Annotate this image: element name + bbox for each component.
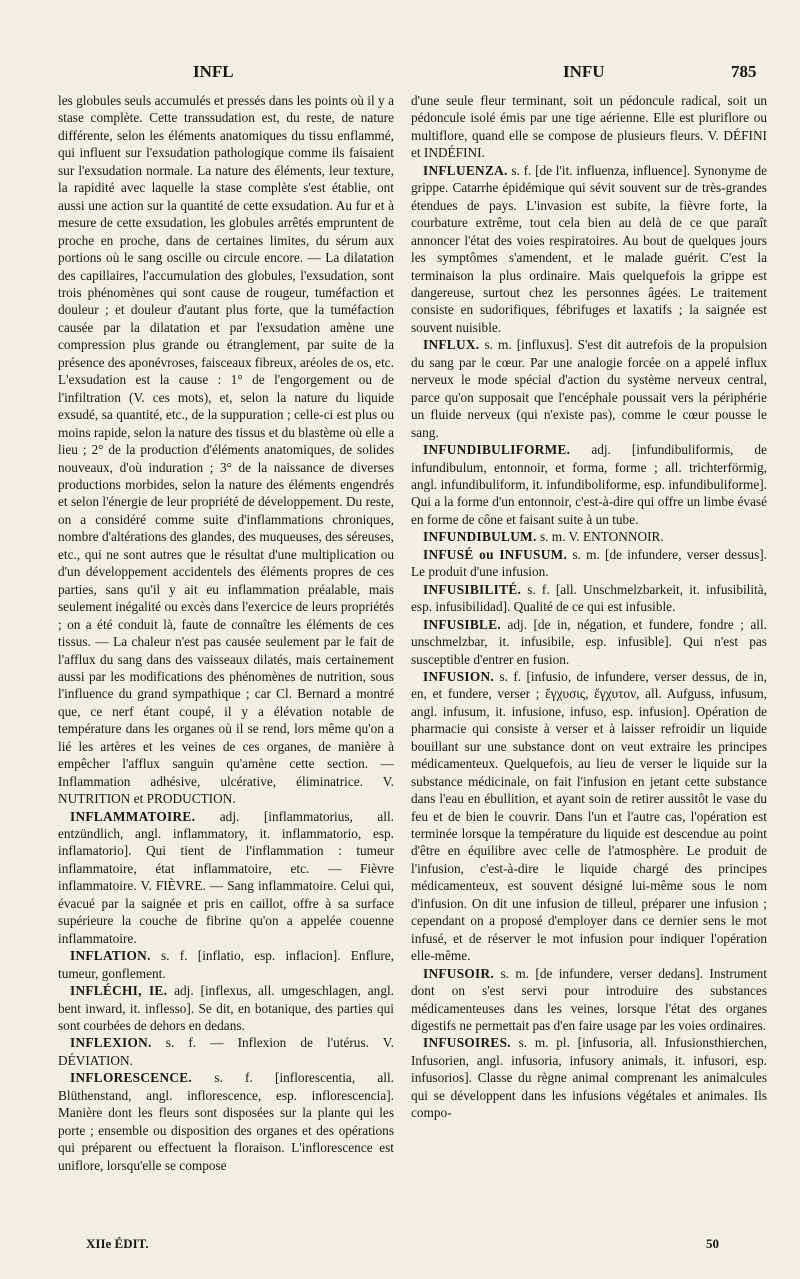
entry-headword: INFUSIBLE. [423, 616, 502, 632]
entry-headword: INFUSOIR. [423, 965, 495, 981]
dictionary-entry [58, 1034, 394, 1069]
dictionary-entry [411, 336, 767, 441]
dictionary-entry [411, 1034, 767, 1121]
dictionary-entry [58, 982, 394, 1034]
running-head [0, 62, 800, 88]
entry-text: d'une seule fleur terminant, soit un pédoncule radical, soit un pédoncule isolé émis par une tige aérienne. Elle est pluriflore ou multiflore, quand elle se compose de plusieurs fleurs. V. DÉFINI et INDÉFINI. [411, 93, 767, 161]
entry-text: s. m. pl. [infusoria, all. Infusionsthierchen, Infusorien, angl. infusoria, infusory animals, it. infusori, esp. infusorios]. Classe du règne animal comprenant les animalcules qui se développent dans les infusions végétales et animales. Ils compo- [411, 1035, 767, 1121]
entry-text: les globules seuls accumulés et pressés dans les points où il y a stase complète. Cette transsudation est, du reste, de nature différente, selon les éléments anatomiques du tissu enflammé, qui influent sur l'exsudation pathologique comme ils faisaient sur l'exsudation normale. La nature des éléments, leur texture, la rapidité avec laquelle la stase complète s'est établie, ont aussi une action sur la quantité de cette exsudation. Au fur et à mesure de cette exsudation, les globules arrêtés empruntent de proche en proche, dans de certaines limites, du sérum aux portions où le sang oscille ou circule encore. — La dilatation des capillaires, l'accumulation des globules, l'exsudation, sont trois phénomènes qui sont cause de rougeur, tuméfaction et douleur ; et douleur d'autant plus forte, que la tuméfaction causée par la dilatation et par l'exsudation amène une compression plus grande ou étranglement, par suite de la présence des aponévroses, faisceaux fibreux, aréoles de os, etc. L'exsudation est la cause : 1° de l'engorgement ou de l'infiltration (V. ces mots), et, selon la nature du liquide exsudé, sa quantité, etc., de la suppuration ; celle-ci est plus ou moins rapide, selon la nature des tissus et du blastème où elle a lieu ; 2° de la production d'éléments anatomiques, de solides nouveaux, d'où induration ; 3° de la naissance de diverses productions morbides, selon la nature des éléments engendrés et selon l'énergie de leur propriété de développement. Du reste, on a considéré comme suite d'inflammations chroniques, nombre d'altérations des glandes, des muqueuses, des séreuses, etc., qui ne sont autres que le résultat d'une multiplication ou d'un développement accidentels des éléments propres de ces parties, sans qu'il y ait eu inflammation préalable, mais seulement inégalité ou excès dans l'exercice de leurs propriétés ; on a été conduit là, faute de connaître les éléments de ces tissus. — La chaleur n'est pas causée seulement par le fait de l'afflux du sang dans des vaisseaux dilatés, mais certainement aussi par les modifications des phénomènes de nutrition, sous l'influence du grand sympathique ; car Cl. Bernard a montré que, ce nerf étant coupé, il y a élévation notable de température dans les organes où il se rend, lors même qu'on a lié les artères et les veines de ces organes, de manière à empêcher l'afflux sanguin qu'amène cette section. — Inflammation adhésive, ulcérative, éliminatrice. V. NUTRITION et PRODUCTION. [58, 93, 394, 807]
dictionary-entry [58, 808, 394, 948]
entry-text: s. m. [influxus]. S'est dit autrefois de la propulsion du sang par le cœur. Par une analogie forcée on a appelé influx nerveux le mode spécial d'action du système nerveux central, parce qu'on supposait que l'encéphale poussait vers la périphérie un fluide nerveux (qui n'existe pas), comme le cœur pousse le sang. [411, 337, 767, 440]
dictionary-entry [58, 1069, 394, 1174]
entry-headword: INFUNDIBULIFORME. [423, 442, 571, 458]
entry-text: adj. [inflexus, all. umgeschlagen, angl. bent inward, it. inflesso]. Se dit, en botanique, des parties qui sont courbées de dehors en dedans. [58, 983, 394, 1034]
edition-mark: XIIe ÉDIT. [86, 1236, 149, 1251]
dictionary-entry [411, 668, 767, 965]
page-number: 785 [731, 62, 757, 81]
entry-headword: INFUSIBILITÉ. [423, 581, 522, 597]
entry-text: s. m. [de infundere, verser dessus]. Le produit d'une infusion. [411, 546, 767, 580]
entry-text: adj. [infundibuliformis, de infundibulum, entonnoir, et forma, forme ; all. trichterförmig, angl. infundibuliform, it. infundiboliforme, esp. infundibuliforme]. Qui a la forme d'un entonnoir, c'est-à-dire qui offre un limbe évasé en forme de cône et faisant suite à un tube. [411, 442, 767, 527]
page-footer [0, 1236, 800, 1256]
entry-headword: INFUNDIBULUM. [423, 529, 537, 545]
dictionary-entry [58, 947, 394, 982]
entry-headword: INFLAMMATOIRE. [70, 808, 196, 824]
entry-headword: INFLORESCENCE. [70, 1070, 193, 1086]
entry-text: s. f. [all. Unschmelzbarkeit, it. infusibilità, esp. infusibilidad]. Qualité de ce qui est infusible. [411, 581, 767, 615]
entry-headword: INFLEXION. [70, 1035, 152, 1051]
right-guide-word: INFU [563, 62, 605, 81]
dictionary-entry [411, 581, 767, 616]
dictionary-entry [411, 965, 767, 1035]
entry-text: s. f. [inflorescentia, all. Blüthenstand, angl. inflorescence, esp. inflorescencia]. Manière dont les fleurs sont disposées sur la plante qui les porte ; ensemble ou disposition des organes et des opérations qui préparent ou effectuent la floraison. L'inflorescence est uniflore, lorsqu'elle se compose [58, 1070, 394, 1173]
entry-headword: INFUSÉ ou INFUSUM. [423, 546, 568, 562]
entry-headword: INFLUENZA. [423, 162, 508, 178]
left-guide-word: INFL [193, 62, 234, 81]
continued-text [58, 92, 394, 808]
dictionary-entry [411, 441, 767, 528]
dictionary-entry [411, 528, 767, 545]
entry-text: s. m. V. ENTONNOIR. [539, 529, 664, 545]
entry-text: adj. [de in, négation, et fundere, fondre ; all. unschmelzbar, it. infusibile, esp. infusible]. Qui n'est pas susceptible d'entrer en fusion. [411, 616, 767, 667]
entry-headword: INFLUX. [423, 337, 480, 353]
dictionary-entry [411, 546, 767, 581]
continued-text [411, 92, 767, 162]
entry-text: s. f. [de l'it. influenza, influence]. Synonyme de grippe. Catarrhe épidémique qui sévit souvent sur de très-grandes étendues de pays. L'invasion est subite, la fièvre forte, la courbature extrême, tout cela bien au delà de ce que paraît annoncer l'état des voies respiratoires. Au bout de quelques jours les symptômes s'amendent, et le malade guérit. C'est la terminaison la plus ordinaire. Mais quelquefois la grippe est dangereuse, surtout chez les personnes âgées. Le traitement consiste en sudorifiques, fébrifuges et laxatifs ; la saignée est souvent nuisible. [411, 162, 767, 335]
signature-mark: 50 [706, 1236, 719, 1251]
entry-headword: INFUSION. [423, 668, 495, 684]
entry-text: s. m. [de infundere, verser dedans]. Instrument dont on s'est servi pour introduire des substances médicamenteuses dans les veines, lorsque l'état des organes digestifs ne permettait pas d'en faire usage par les voies ordinaires. [411, 965, 767, 1034]
entry-text: s. f. [inflatio, esp. inflacion]. Enflure, tumeur, gonflement. [58, 948, 394, 981]
entry-headword: INFUSOIRES. [423, 1035, 511, 1051]
entry-headword: INFLATION. [70, 948, 151, 964]
dictionary-entry [411, 162, 767, 337]
entry-text: s. f. [infusio, de infundere, verser dessus, de in, en, et fundere, verser ; ἔγχυσις, ἔγχυτον, all. Aufguss, infusum, angl. infusum, it. infusione, infuso, esp. infusion]. Opération de pharmacie qui consiste à verser et à laisser refroidir un liquide bouillant sur une substance dont on veut extraire les principes médicamenteux. Quelquefois, au lieu de verser le liquide sur la substance médicinale, on fait l'infusion en jetant cette substance dans l'eau en ébullition, et ayant soin de retirer aussitôt le vase du feu et de bien le couvrir. Dans l'un et l'autre cas, l'opération est terminée lorsque la température du liquide est descendue au point d'être en équilibre avec celle de l'atmosphère. Le produit de l'infusion, c'est-à-dire le liquide chargé des principes médicamenteux, est souvent désigné lui-même sous le nom d'infusion. On dit une infusion de tilleul, préparer une infusion ; cependant on a proposé d'employer dans ce dernier sens le mot infusé, et de réserver le mot infusion pour indiquer l'opération elle-même. [411, 668, 767, 964]
dictionary-entry [411, 616, 767, 668]
entry-text: s. f. — Inflexion de l'utérus. V. DÉVIATION. [58, 1035, 394, 1068]
right-column [411, 92, 767, 1232]
entry-text: adj. [inflammatorius, all. entzündlich, angl. inflammatory, it. inflammatorio, esp. inflamatorio]. Qui tient de l'inflammation : tumeur inflammatoire, état inflammatoire, etc. — Fièvre inflammatoire. V. FIÈVRE. — Sang inflammatoire. Celui qui, évacué par la saignée et pris en caillot, offre à sa surface supérieure la couche de fibrine qu'on a appelée couenne inflammatoire. [58, 808, 394, 946]
entry-headword: INFLÉCHI, IE. [70, 983, 168, 999]
left-column [58, 92, 394, 1232]
